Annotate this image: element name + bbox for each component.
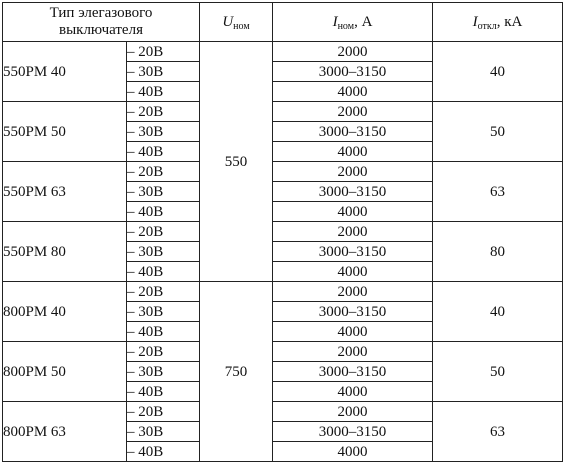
- inom-unit: , А: [354, 14, 373, 30]
- modification-cell: – 30В: [127, 242, 200, 262]
- modification-cell: – 40В: [127, 262, 200, 282]
- modification-cell: – 40В: [127, 322, 200, 342]
- modification-cell: – 20В: [127, 402, 200, 422]
- breaking-current-cell: 40: [433, 42, 563, 102]
- rated-current-cell: 4000: [273, 142, 433, 162]
- breaker-type-cell: 550РМ 40: [3, 42, 127, 102]
- modification-cell: – 30В: [127, 62, 200, 82]
- table-body: [3, 42, 563, 462]
- rated-current-cell: 2000: [273, 342, 433, 362]
- ioff-symbol: I: [472, 14, 478, 30]
- modification-cell: – 20В: [127, 102, 200, 122]
- rated-current-cell: 3000–3150: [273, 422, 433, 442]
- header-breaker-type: [3, 3, 200, 42]
- rated-current-cell: 3000–3150: [273, 362, 433, 382]
- breaking-current-cell: 63: [433, 162, 563, 222]
- breaking-current-cell: 50: [433, 342, 563, 402]
- modification-cell: – 30В: [127, 182, 200, 202]
- modification-cell: – 20В: [127, 222, 200, 242]
- rated-current-cell: 2000: [273, 102, 433, 122]
- rated-current-cell: 2000: [273, 222, 433, 242]
- table-row: [3, 342, 563, 362]
- modification-cell: – 20В: [127, 282, 200, 302]
- unom-subscript: ном: [233, 21, 250, 32]
- breaking-current-cell: 40: [433, 282, 563, 342]
- breaker-type-cell: 800РМ 50: [3, 342, 127, 402]
- modification-cell: – 30В: [127, 362, 200, 382]
- table-row: [3, 282, 563, 302]
- modification-cell: – 40В: [127, 82, 200, 102]
- modification-cell: – 20В: [127, 342, 200, 362]
- rated-current-cell: 3000–3150: [273, 182, 433, 202]
- rated-current-cell: 4000: [273, 82, 433, 102]
- breaking-current-cell: 50: [433, 102, 563, 162]
- breaker-type-cell: 550РМ 63: [3, 162, 127, 222]
- header-type-line2: выключателя: [59, 22, 143, 38]
- breaker-type-cell: 550РМ 50: [3, 102, 127, 162]
- rated-current-cell: 2000: [273, 402, 433, 422]
- breaker-type-cell: 800РМ 40: [3, 282, 127, 342]
- breaker-type-cell: 800РМ 63: [3, 402, 127, 462]
- rated-current-cell: 4000: [273, 202, 433, 222]
- rated-current-cell: 3000–3150: [273, 122, 433, 142]
- ioff-unit: , кА: [496, 14, 523, 30]
- table-header-row: [3, 3, 563, 42]
- unom-symbol: U: [222, 14, 234, 30]
- modification-cell: – 30В: [127, 422, 200, 442]
- rated-current-cell: 4000: [273, 442, 433, 462]
- rated-current-cell: 4000: [273, 262, 433, 282]
- ioff-subscript: откл: [477, 21, 497, 32]
- table-row: [3, 42, 563, 62]
- breaking-current-cell: 80: [433, 222, 563, 282]
- inom-subscript: ном: [337, 21, 355, 32]
- modification-cell: – 40В: [127, 202, 200, 222]
- breaker-spec-table: [2, 2, 563, 462]
- header-rated-current: [273, 3, 433, 42]
- rated-voltage-cell: 550: [200, 42, 273, 282]
- modification-cell: – 30В: [127, 122, 200, 142]
- modification-cell: – 40В: [127, 142, 200, 162]
- rated-current-cell: 2000: [273, 42, 433, 62]
- header-rated-voltage: [200, 3, 273, 42]
- breaking-current-cell: 63: [433, 402, 563, 462]
- header-type-line1: Тип элегазового: [49, 5, 153, 21]
- rated-current-cell: 2000: [273, 162, 433, 182]
- breaker-type-cell: 550РМ 80: [3, 222, 127, 282]
- header-breaking-current: [433, 3, 563, 42]
- rated-current-cell: 2000: [273, 282, 433, 302]
- table-row: [3, 222, 563, 242]
- rated-current-cell: 4000: [273, 322, 433, 342]
- modification-cell: – 20В: [127, 42, 200, 62]
- table-row: [3, 402, 563, 422]
- rated-current-cell: 3000–3150: [273, 302, 433, 322]
- modification-cell: – 40В: [127, 442, 200, 462]
- rated-voltage-cell: 750: [200, 282, 273, 462]
- table-row: [3, 162, 563, 182]
- modification-cell: – 20В: [127, 162, 200, 182]
- table-row: [3, 102, 563, 122]
- rated-current-cell: 4000: [273, 382, 433, 402]
- rated-current-cell: 3000–3150: [273, 62, 433, 82]
- modification-cell: – 30В: [127, 302, 200, 322]
- inom-symbol: I: [332, 14, 338, 30]
- rated-current-cell: 3000–3150: [273, 242, 433, 262]
- modification-cell: – 40В: [127, 382, 200, 402]
